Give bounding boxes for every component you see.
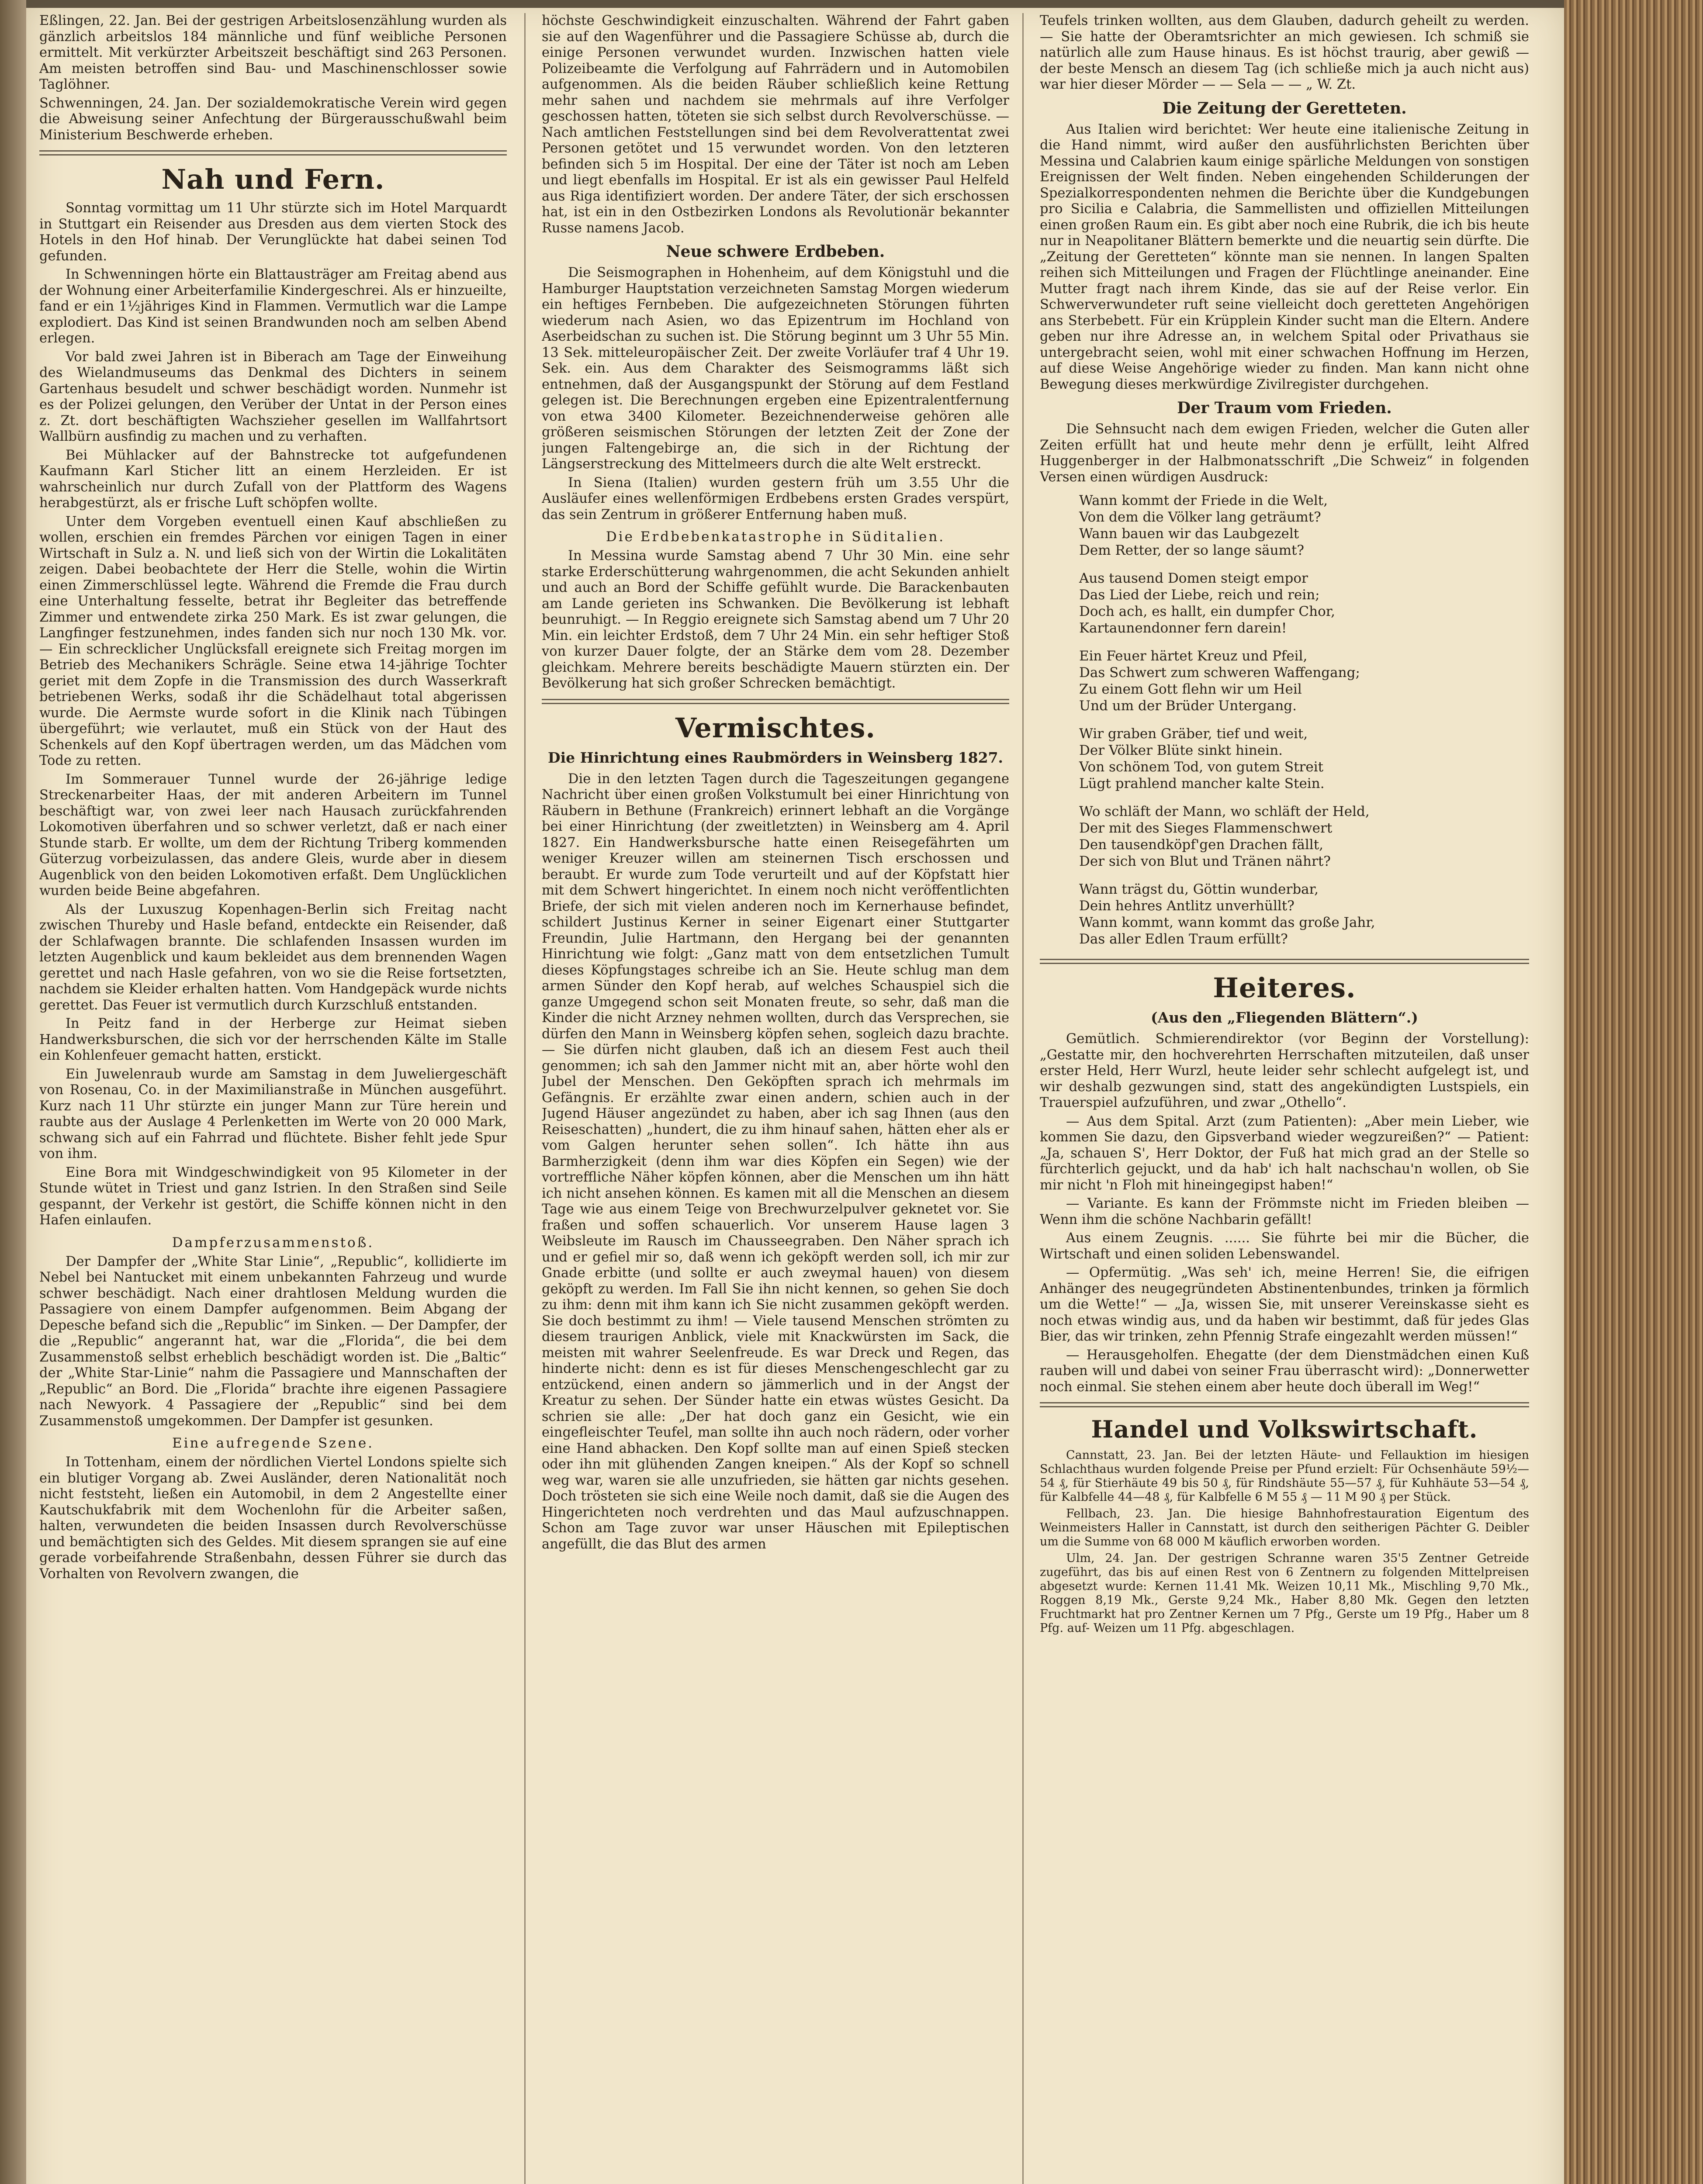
joke-paragraph: Aus einem Zeugnis. ...... Sie führte bei mir die Bücher, die Wirtschaft und einen soliden Lebenswandel. — [1040, 1230, 1529, 1262]
poem-stanza — [1079, 648, 1529, 714]
top-rule — [26, 0, 1564, 8]
poem-line: Der sich von Blut und Tränen nährt? — [1079, 854, 1331, 869]
market-report: Ulm, 24. Jan. Der gestrigen Schranne waren 35'5 Zentner Getreide zugeführt, das bis auf einen Rest von 6 Zentnern zu folgenden Mittelpreisen abgesetzt wurde: Kernen 11.41 Mk. Weizen 10,11 Mk., Mischling 9,70 Mk., Roggen 8,19 Mk., Gerste 9,24 Mk., Haber 8,80 Mk. Gegen den letzten Fruchtmarkt hat pro Zentner Kernen um 7 Pfg., Gerste um 19 Pfg., Haber um 8 Pfg. auf- Weizen um 11 Pfg. abgeschlagen. — [1040, 1552, 1529, 1635]
joke-paragraph: — Opfermütig. „Was seh' ich, meine Herren! Sie, die eifrigen Anhänger des neugegründeten Abstinentenbundes, trinken ja förmlich um die Wette!“ — „Ja, wissen Sie, mit unserer Vereinskasse sieht es noch etwas windig aus, und da haben wir bestimmt, daß für jedes Glas Bier, das wir trinken, zehn Pfennig Strafe eingezahlt werden müssen!“ — [1040, 1265, 1529, 1344]
poem-line: Von dem die Völker lang geträumt? — [1079, 509, 1321, 525]
column-2 — [542, 13, 1009, 2184]
poem-stanza — [1079, 881, 1529, 947]
poem-line: Wir graben Gräber, tief und weit, — [1079, 726, 1308, 742]
section-divider — [542, 699, 1009, 704]
section-heading-vermischtes: Vermischtes. — [675, 712, 876, 744]
article-paragraph: Unter dem Vorgeben eventuell einen Kauf abschließen zu wollen, erschien ein fremdes Pärchen vor einigen Tagen in einer Wirtschaft in Sulz a. N. und ließ sich von der Wirtin die Lokalitäten zeigen. Dabei beobachtete der Herr die Stelle, wohin die Wirtin einen Zimmerschlüssel legte. Während die Fremde die Frau durch eine Unterhaltung fesselte, betrat ihr Begleiter das betreffende Zimmer und entwendete zirka 250 Mark. Es ist zwar gelungen, die Langfinger festzunehmen, indes fanden sich nur noch 130 Mk. vor. — Ein schrecklicher Unglücksfall ereignete sich Freitag morgen im Betrieb des Mechanikers Schrägle. Seine etwa 14-jährige Tochter geriet mit dem Zopfe in die Transmission des durch Wasserkraft betriebenen Werks, sodaß ihr die Schädelhaut total abgerissen wurde. Die Aermste wurde sofort in die Klinik nach Tübingen übergeführt; wie verlautet, muß ein Stück von der Haut des Schenkels auf den Kopf übertragen werden, um das Mädchen vom Tode zu retten. — [39, 514, 507, 768]
poem-line: Das Lied der Liebe, reich und rein; — [1079, 587, 1320, 603]
poem-line: Ein Feuer härtet Kreuz und Pfeil, — [1079, 648, 1308, 664]
heading-hinrichtung: Die Hinrichtung eines Raubmörders in Weinsberg 1827. — [547, 749, 1004, 766]
article-geretteten: Aus Italien wird berichtet: Wer heute eine italienische Zeitung in die Hand nimmt, wird außer den ausführlichsten Berichten über Messina und Calabrien kaum einige spärliche Meldungen von sonstigen Ereignissen der Welt finden. Neben eingehenden Schilderungen der Spezialkorrespondenten nehmen die Berichte über die Kundgebungen pro Sicilia e Calabria, die Sammellisten und offiziellen Mitteilungen einen großen Raum ein. Es gibt aber noch eine Rubrik, die ich bis heute nur in Neapolitaner Blättern bemerkte und die neuartig sein dürfte. Die „Zeitung der Geretteten“ könnte man sie nennen. In langen Spalten reihen sich Mitteilungen und Fragen der Flüchtlinge aneinander. Eine Mutter fragt nach ihrem Kinde, das sie auf der Reise verlor. Ein Schwerverwundeter ruft seine vielleicht doch geretteten Angehörigen ans Sterbebett. Für ein Krüpplein Kinder sucht man die Eltern. Andere geben nur ihre Adresse an, in welchem Spital oder Privathaus sie untergebracht seien, wohl mit einer schwachen Hoffnung im Herzen, auf diese Weise Angehörige wieder zu finden. Man kann nicht ohne Bewegung dieses merkwürdige Zivilregister durchgehen. — [1040, 121, 1529, 392]
column-1 — [39, 13, 507, 2184]
section-heading-nah-und-fern: Nah und Fern. — [161, 163, 385, 195]
poem-stanza — [1079, 570, 1529, 636]
heading-neue-erdbeben: Neue schwere Erdbeben. — [666, 242, 885, 261]
section-divider — [39, 150, 507, 156]
article-paragraph: Eine Bora mit Windgeschwindigkeit von 95 Kilometer in der Stunde wütet in Triest und ganz Istrien. In den Straßen sind Seile gespannt, der Verkehr ist gestört, die Schiffe können nicht in den Hafen einlaufen. — [39, 1165, 507, 1228]
heading-zeitung-der-geretteten: Die Zeitung der Geretteten. — [1162, 99, 1407, 117]
book-page-edges — [1564, 0, 1703, 2184]
poem-line: Wann trägst du, Göttin wunderbar, — [1079, 881, 1319, 897]
heading-traum-vom-frieden: Der Traum vom Frieden. — [1177, 399, 1392, 417]
poem-line: Den tausendköpf'gen Drachen fällt, — [1079, 837, 1324, 853]
section-heading-handel: Handel und Volkswirtschaft. — [1091, 1415, 1478, 1443]
poem-line: Kartaunendonner fern darein! — [1079, 620, 1287, 636]
poem-line: Und um der Brüder Untergang. — [1079, 698, 1297, 714]
poem-line: Wann kommt, wann kommt das große Jahr, — [1079, 915, 1375, 930]
poem-line: Zu einem Gott flehn wir um Heil — [1079, 681, 1302, 697]
subheading-dampferzusammenstoss: Dampferzusammenstoß. — [172, 1234, 374, 1251]
article-paragraph: In Peitz fand in der Herberge zur Heimat sieben Handwerksburschen, die sich vor der herrschenden Kälte im Stalle ein Kohlenfeuer gemacht hatten, erstickt. — [39, 1016, 507, 1063]
heading-fliegende-blaetter: (Aus den „Fliegenden Blättern“.) — [1151, 1009, 1418, 1026]
subheading-erdbebenkatastrophe: Die Erdbebenkatastrophe in Süditalien. — [606, 529, 945, 545]
section-divider — [1040, 1402, 1529, 1407]
article-erdbeben-1: Die Seismographen in Hohenheim, auf dem Königstuhl und die Hamburger Hauptstation verzeichneten Samstag Morgen wiederum ein heftiges Fernbeben. Die aufgezeichneten Störungen führten wiederum nach Asien, wo das Epizentrum im Hochland von Aserbeidschan zu suchen ist. Die Störung beginnt um 3 Uhr 55 Min. 13 Sek. mitteleuropäischer Zeit. Der zweite Vorläufer traf 4 Uhr 19. Sek. ein. Aus dem Charakter des Seismogramms läßt sich entnehmen, daß der Ausgangspunkt der Störung auf dem Festland gelegen ist. Die Berechnungen ergeben eine Epizentralentfernung von etwa 3400 Kilometer. Bezeichnenderweise gehören alle größeren seismischen Störungen der letzten Zeit der Zone der jungen Faltengebirge an, die sich in der Richtung der Längserstreckung des Mittelmeers durch die alte Welt erstreckt. — [542, 265, 1009, 472]
article-paragraph: Im Sommerauer Tunnel wurde der 26-jährige ledige Streckenarbeiter Haas, der mit anderen Arbeitern im Tunnel beschäftigt war, von zwei leer nach Hausach zurückfahrenden Lokomotiven überfahren und so schwer verletzt, daß er nach einer Stunde starb. Er wollte, um dem der Richtung Triberg kommenden Güterzug vorbeizulassen, das andere Gleis, wurde aber in diesem Augenblick von den beiden Lokomotiven erfaßt. Dem Unglücklichen wurden beide Beine abgefahren. — [39, 771, 507, 898]
article-paragraph: Ein Juwelenraub wurde am Samstag in dem Juweliergeschäft von Rosenau, Co. in der Maximilianstraße in München ausgeführt. Kurz nach 11 Uhr stürzte ein junger Mann zur Türe herein und raubte aus der Auslage 4 Perlenketten im Werte von 20 000 Mark, schwang sich auf ein Fahrrad und flüchtete. Bisher fehlt jede Spur von ihm. — [39, 1066, 507, 1161]
book-binding-left — [0, 0, 26, 2184]
poem-line: Aus tausend Domen steigt empor — [1079, 570, 1308, 586]
article-paragraph: Sonntag vormittag um 11 Uhr stürzte sich im Hotel Marquardt in Stuttgart ein Reisender aus Dresden aus dem vierten Stock des Hotels in den Hof hinab. Der Verunglückte hat dabei seinen Tod gefunden. — [39, 200, 507, 264]
poem-line: Lügt prahlend mancher kalte Stein. — [1079, 776, 1325, 791]
poem-line: Wann bauen wir das Laubgezelt — [1079, 526, 1299, 542]
article-continuation: Teufels trinken wollten, aus dem Glauben, dadurch geheilt zu werden. — Sie hatte der Oberamtsrichter an mich gewiesen. Ich schmiß sie natürlich alle zum Hause hinaus. Es ist höchst traurig, aber gewiß — der beste Mensch an diesem Tag (ich schließe mich ja auch nicht aus) war hier dieser Mörder — — Sela — — „ W. Zt. — [1040, 13, 1529, 92]
article-continuation: höchste Geschwindigkeit einzuschalten. Während der Fahrt gaben sie auf den Wagenführer und die Passagiere Schüsse ab, durch die einige Personen verwundet wurden. Inzwischen hatten viele Polizeibeamte die Verfolgung auf Fahrrädern und in Automobilen aufgenommen. Als die beiden Räuber schließlich keine Rettung mehr sahen und nachdem sie mehrmals auf ihre Verfolger geschossen hatten, töteten sie sich selbst durch Revolverschüsse. — Nach amtlichen Feststellungen sind bei dem Revolverattentat zwei Personen getötet und 15 verwundet worden. Von den letzteren befinden sich 5 im Hospital. Der eine der Täter ist noch am Leben und liegt ebenfalls im Hospital. Er ist als ein gewisser Paul Helfeld aus Riga identifiziert worden. Der andere Täter, der sich erschossen hat, ist ein in den Ostbezirken Londons als Revolutionär bekannter Russe namens Jacob. — [542, 13, 1009, 236]
section-divider — [1040, 959, 1529, 964]
market-report: Cannstatt, 23. Jan. Bei der letzten Häute- und Fellauktion im hiesigen Schlachthaus wurden folgende Preise per Pfund erzielt: Für Ochsenhäute 59½—54 ₰, für Stierhäute 49 bis 50 ₰, für Rindshäute 55—57 ₰, für Kuhhäute 53—54 ₰, für Kalbfelle 44—48 ₰, für Kalbfelle 6 M 55 ₰ — 11 M 90 ₰ per Stück. — [1040, 1448, 1529, 1504]
column-rule-2 — [1022, 13, 1024, 2184]
joke-paragraph: — Aus dem Spital. Arzt (zum Patienten): „Aber mein Lieber, wie kommen Sie dazu, den Gipsverband wieder wegzureißen?“ — Patient: „Ja, schauen S', Herr Doktor, der Fuß hat mich grad an der Stelle so fürchterlich gejuckt, und da hab' ich halt nachschau'n wollen, ob Sie mir nicht 'n Floh mit hineingegipst haben!“ — [1040, 1113, 1529, 1193]
poem — [1079, 492, 1529, 947]
article-paragraph: Als der Luxuszug Kopenhagen-Berlin sich Freitag nacht zwischen Thureby und Hasle befand, entdeckte ein Reisender, daß der Schlafwagen brannte. Die schlafenden Insassen wurden im letzten Augenblick und kaum bekleidet aus dem brennenden Wagen gerettet und nach Hasle gefahren, von wo sie die Reise fortsetzten, nachdem sie Kleider erhalten hatten. Vom Handgepäck wurde nichts gerettet. Das Feuer ist vermutlich durch Kurzschluß entstanden. — [39, 902, 507, 1013]
article-traum-intro: Die Sehnsucht nach dem ewigen Frieden, welcher die Guten aller Zeiten erfüllt hat und heute mehr denn je erfüllt, leiht Alfred Huggenberger in der Halbmonatsschrift „Die Schweiz“ in folgenden Versen einen würdigen Ausdruck: — [1040, 422, 1529, 485]
poem-line: Dem Retter, der so lange säumt? — [1079, 543, 1305, 558]
article-hinrichtung: Die in den letzten Tagen durch die Tageszeitungen gegangene Nachricht über einen großen Volkstumult bei einer Hinrichtung von Räubern in Bethune (Frankreich) erinnert lebhaft an die Vorgänge bei einer Hinrichtung (der zweitletzten) in Weinsberg am 4. April 1827. Ein Handwerksbursche hatte einen Reisegefährten um weniger Kreuzer willen am steinernen Tisch erschossen und beraubt. Er wurde zum Tode verurteilt und auf der Köpfstatt hier mit dem Schwert hingerichtet. In einem noch nicht veröffentlichten Briefe, der sich mit vielen anderen noch im Kernerhause befindet, schildert Justinus Kerner in seiner Eigenart einer Stuttgarter Freundin, Julie Hartmann, den Hergang bei der genannten Hinrichtung wie folgt: „Ganz matt von dem entsetzlichen Tumult dieses Köpfungstages schreibe ich an Sie. Heute schlug man dem armen Sünder den Kopf herab, auf welches Schauspiel sich die ganze Umgegend schon seit Monaten freute, so sehr, daß man die Kinder die nicht Arzney nehmen wollten, durch das Versprechen, sie dürfen den Mann in Weinsberg köpfen sehen, sogleich dazu brachte. — Sie dürfen nicht glauben, daß ich an diesem Fest auch theil genommen; ich sah den Jammer nicht mit an, aber hörte wohl den Jubel der Menschen. Den Geköpften sprach ich mehrmals im Gefängnis. Er erzählte zwar einen andern, schien auch in der Jugend Häuser angezündet zu haben, aber ich sag Ihnen (aus den Reiseschatten) „hundert, die zu ihm hinauf sahen, hätten eher als er vom Galgen herunter sehen sollen“. Ich hätte ihn aus Barmherzigkeit (denn ihm war dies Köpfen ein Segen) wie der vortreffliche Näher köpfen können, aber die Menschen um ihn hätt ich nicht ansehen können. Es kamen mit all die Menschen an diesem Tage wie aus einem Teige von Brechwurzelpulver geknetet vor. Sie fraßen und soffen schauerlich. Vor unserem Hause lagen 3 Weibsleute im Rausch im Chausseegraben. Den Näher sprach ich und er gefiel mir so, daß wenn ich geköpft werden soll, ich mir zur Gnade erbitte (und sollte er auch zweymal hauen) von diesem geköpft zu werden. Im Fall Sie ihn nicht kennen, so gehen Sie doch zu ihm: denn mit ihm kann ich Sie nicht zusammen geköpft werden. Sie doch bestimmt zu ihm! — Viele tausend Menschen strömten zu diesem traurigen Anblick, viele mit Knackwürsten im Sack, die meisten mit wahrer Seelenfreude. Es war Dreck und Regen, das hinderte nicht: denn es ist für dieses Menschengeschlecht gar zu entzückend, einen andern so jämmerlich und in der Angst der Kreatur zu sehen. Der Sünder hatte ein etwas wüstes Gesicht. Da schrien sie alle: „Der hat doch ganz ein Gesicht, wie ein eingefleischter Teufel, man sollte ihn auch noch rädern, oder vorher eine Hand abhacken. Den Kopf sollte man auf einen Spieß stecken oder ihn mit glühenden Zangen kneipen.“ Als der Kopf so schnell weg war, waren sie alle unzufrieden, sie hätten gar nichts gesehen. Doch trösteten sie sich eine Weile noch damit, daß sie die Augen des Hingerichteten noch verdrehten und das Maul aufzuschnappen. Schon am Tage zuvor war unser Häuschen mit Epileptischen angefüllt, die das Blut des armen — [542, 771, 1009, 1552]
poem-stanza — [1079, 492, 1529, 559]
poem-stanza — [1079, 726, 1529, 792]
article-esslingen: Eßlingen, 22. Jan. Bei der gestrigen Arbeitslosenzählung wurden als gänzlich arbeitslos 184 männliche und fünf weibliche Personen ermittelt. Mit verkürzter Arbeitszeit beschäftigt sind 263 Personen. Am meisten betroffen sind Bau- und Maschinenschlosser sowie Taglöhner. — [39, 13, 507, 92]
poem-line: Von schönem Tod, von gutem Streit — [1079, 759, 1324, 775]
article-paragraph: Bei Mühlacker auf der Bahnstrecke tot aufgefundenen Kaufmann Karl Sticher litt an einem Herzleiden. Er ist wahrscheinlich nur durch Zufall von der Plattform des Wagens herabgestürzt, als er frische Luft schöpfen wollte. — [39, 447, 507, 511]
article-paragraph: Vor bald zwei Jahren ist in Biberach am Tage der Einweihung des Wielandmuseums das Denkmal des Dichters in seinem Gartenhaus besudelt und schwer beschädigt worden. Nunmehr ist es der Polizei gelungen, den Verüber der Untat in der Person eines z. Zt. dort beschäftigten Wachszieher gesellen im Wallfahrtsort Wallbürn ausfindig zu machen und zu verhaften. — [39, 349, 507, 444]
section-heading-heiteres: Heiteres. — [1213, 972, 1356, 1004]
poem-line: Der Völker Blüte sinkt hinein. — [1079, 743, 1283, 758]
article-schwenningen: Schwenningen, 24. Jan. Der sozialdemokratische Verein wird gegen die Abweisung seiner Anfechtung der Bürgerausschußwahl beim Ministerium Beschwerde erheben. — [39, 95, 507, 143]
article-messina: In Messina wurde Samstag abend 7 Uhr 30 Min. eine sehr starke Erderschütterung wahrgenommen, die acht Sekunden anhielt und auch an Bord der Schiffe gefühlt wurde. Die Barackenbauten am Lande gerieten ins Schwanken. Die Bevölkerung ist lebhaft beunruhigt. — In Reggio ereignete sich Samstag abend um 7 Uhr 20 Min. ein leichter Erdstoß, dem 7 Uhr 24 Min. ein sehr heftiger Stoß von kurzer Dauer folgte, der an Stärke dem vom 28. Dezember gleichkam. Mehrere bereits beschädigte Mauern stürzten ein. Der Bevölkerung hat sich großer Schrecken bemächtigt. — [542, 548, 1009, 691]
article-dampfer: Der Dampfer der „White Star Linie“, „Republic“, kollidierte im Nebel bei Nantucket mit einem unbekannten Fahrzeug und wurde schwer beschädigt. Nach einer drahtlosen Meldung wurden die Passagiere von einem Dampfer aufgenommen. Beim Abgang der Depesche befand sich die „Republic“ im Sinken. — Der Dampfer, der die „Republic“ angerannt hat, war die „Florida“, die bei dem Zusammenstoß selbst erheblich beschädigt worden ist. Die „Baltic“ der „White Star-Linie“ nahm die Passagiere und Mannschaften der „Republic“ an Bord. Die „Florida“ brachte ihre eigenen Passagiere nach Newyork. 4 Passagiere der „Republic“ sind bei dem Zusammenstoß umgekommen. Der Dampfer ist gesunken. — [39, 1254, 507, 1429]
poem-stanza — [1079, 803, 1529, 870]
joke-paragraph: Gemütlich. Schmierendirektor (vor Beginn der Vorstellung): „Gestatte mir, den hochverehrten Herrschaften mitzuteilen, daß unser erster Held, Herr Wurzl, heute leider sehr schlecht aufgelegt ist, und wir deshalb gezwungen sind, statt des angekündigten Lustspiels, ein Trauerspiel aufzuführen, und zwar „Othello“. — [1040, 1031, 1529, 1110]
poem-line: Wann kommt der Friede in die Welt, — [1079, 493, 1328, 508]
poem-line: Wo schläft der Mann, wo schläft der Held, — [1079, 804, 1370, 819]
poem-line: Das Schwert zum schweren Waffengang; — [1079, 665, 1360, 681]
joke-paragraph: — Herausgeholfen. Ehegatte (der dem Dienstmädchen einen Kuß rauben will und dabei von seiner Frau überrascht wird): „Donnerwetter noch einmal. Sie stehen einem aber heute doch überall im Weg!“ — [1040, 1347, 1529, 1395]
subheading-aufregende-szene: Eine aufregende Szene. — [172, 1435, 374, 1451]
article-erdbeben-2: In Siena (Italien) wurden gestern früh um 3.55 Uhr die Ausläufer eines wellenförmigen Erdbebens ersten Grades verspürt, das sein Zentrum in größerer Entfernung haben muß. — [542, 475, 1009, 522]
article-paragraph: In Schwenningen hörte ein Blattausträger am Freitag abend aus der Wohnung einer Arbeiterfamilie Kindergeschrei. Als er hinzueilte, fand er ein 1½jähriges Kind in Flammen. Vermutlich war die Lampe explodiert. Das Kind ist seinen Brandwunden noch am selben Abend erlegen. — [39, 267, 507, 346]
market-report: Fellbach, 23. Jan. Die hiesige Bahnhofrestauration Eigentum des Weinmeisters Haller in Cannstatt, ist durch den seitherigen Pächter G. Deibler um die Summe von 68 000 M käuflich erworben worden. — [1040, 1507, 1529, 1548]
column-rule-1 — [524, 13, 526, 2184]
poem-line: Das aller Edlen Traum erfüllt? — [1079, 931, 1288, 947]
poem-line: Der mit des Sieges Flammenschwert — [1079, 820, 1333, 836]
joke-paragraph: — Variante. Es kann der Frömmste nicht im Frieden bleiben — Wenn ihm die schöne Nachbarin gefällt! — [1040, 1196, 1529, 1227]
poem-line: Doch ach, es hallt, ein dumpfer Chor, — [1079, 604, 1336, 619]
poem-line: Dein hehres Antlitz unverhüllt? — [1079, 898, 1295, 914]
column-3 — [1040, 13, 1529, 2184]
article-szene: In Tottenham, einem der nördlichen Viertel Londons spielte sich ein blutiger Vorgang ab. Zwei Ausländer, deren Nationalität noch nicht feststeht, ließen ein Automobil, in dem 2 Angestellte einer Kautschukfabrik mit dem Wochenlohn für die Arbeiter saßen, halten, verwundeten die beiden Insassen durch Revolverschüsse und bemächtigten sich des Geldes. Mit diesem sprangen sie auf eine gerade vorbeifahrende Straßenbahn, dessen Führer sie durch das Vorhalten von Revolvern zwangen, die — [39, 1455, 507, 1582]
